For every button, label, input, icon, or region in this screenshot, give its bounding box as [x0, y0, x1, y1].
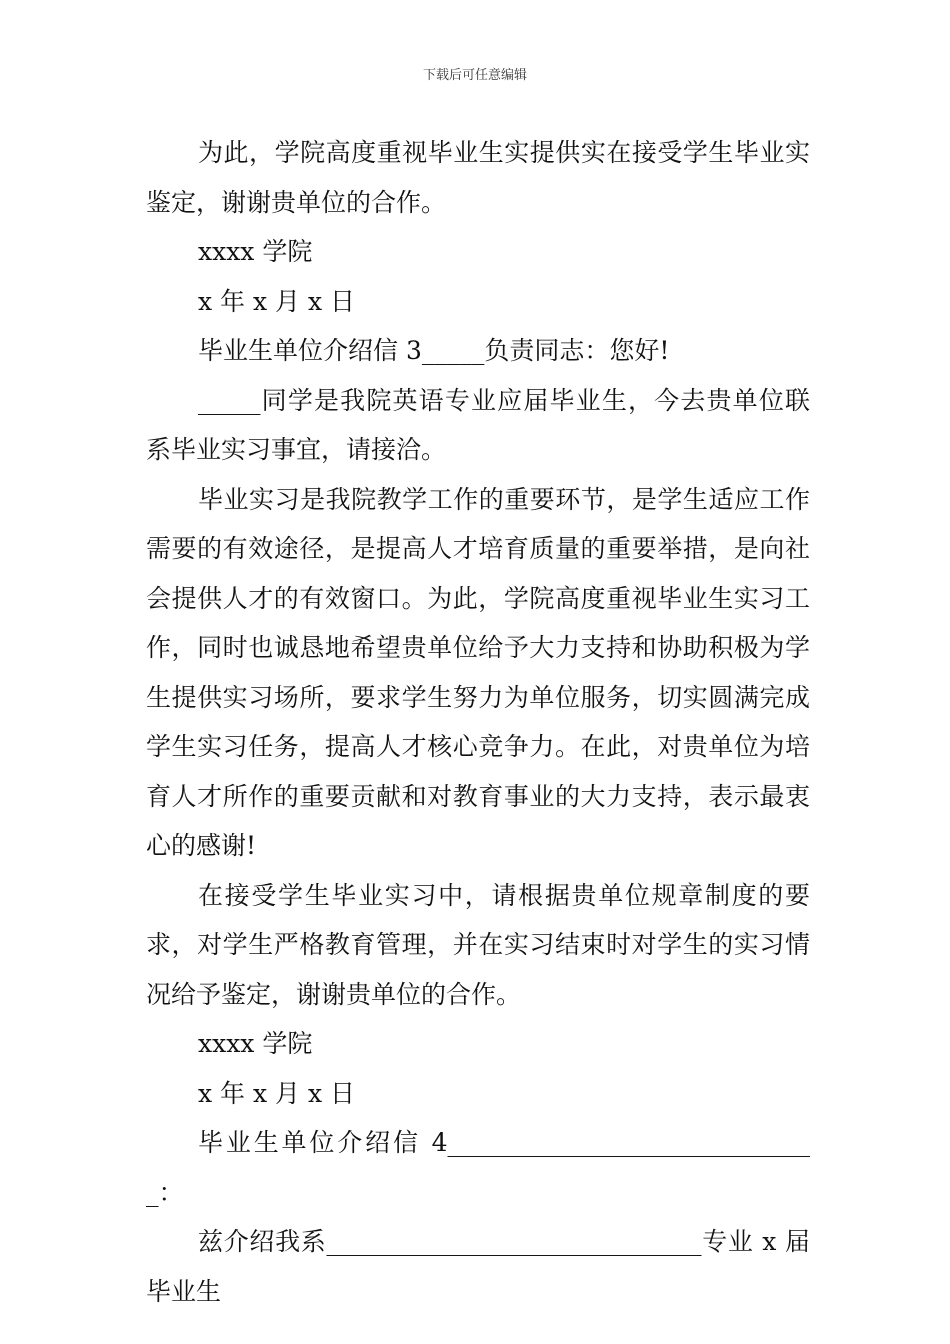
- paragraph-closing-1: 为此，学院高度重视毕业生实提供实在接受学生毕业实鉴定，谢谢贵单位的合作。: [146, 138, 810, 217]
- document-body: [146, 128, 810, 1316]
- letter-3-closing: 在接受学生毕业实习中，请根据贵单位规章制度的要求，对学生严格教育管理，并在实习结束时对学生的实习情况给予鉴定，谢谢贵单位的合作。: [146, 880, 810, 1009]
- letter-4-title: 毕业生单位介绍信 4______________________________：: [146, 1128, 810, 1207]
- signature-date-2: x 年 x 月 x 日: [198, 1078, 356, 1108]
- signature-college-1: xxxx 学院: [198, 237, 313, 266]
- signature-date-1: x 年 x 月 x 日: [198, 286, 356, 316]
- page-header-note: 下载后可任意编辑: [422, 68, 527, 83]
- letter-4-intro: 兹介绍我系______________________________专业 x 届毕业生: [146, 1227, 810, 1306]
- letter-3-title: 毕业生单位介绍信 3_____负责同志：您好!: [198, 336, 670, 365]
- letter-3-intro: _____同学是我院英语专业应届毕业生，今去贵单位联系毕业实习事宜，请接洽。: [146, 385, 810, 464]
- letter-3-body: 毕业实习是我院教学工作的重要环节，是学生适应工作需要的有效途径，是提高人才培育质量的重要举措，是向社会提供人才的有效窗口。为此，学院高度重视毕业生实习工作，同时也诚恳地希望贵单位给予大力支持和协助积极为学生提供实习场所，要求学生努力为单位服务，切实圆满完成学生实习任务，提高人才核心竞争力。在此，对贵单位为培育人才所作的重要贡献和对教育事业的大力支持，表示最衷心的感谢!: [146, 484, 810, 860]
- signature-college-2: xxxx 学院: [198, 1029, 313, 1058]
